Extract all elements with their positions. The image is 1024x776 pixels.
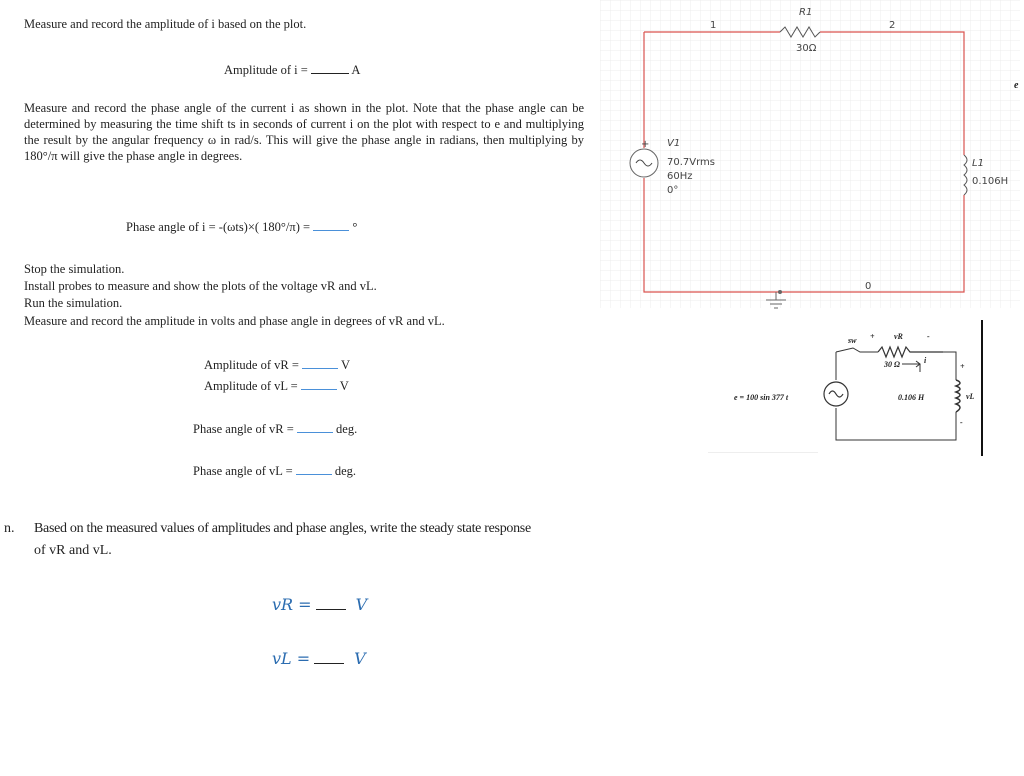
- textbook-inductor-symbol: [956, 380, 960, 412]
- v1-phase: 0°: [667, 185, 679, 196]
- v1-amplitude: 70.7Vrms: [667, 157, 715, 168]
- amplitude-vr-unit: V: [340, 358, 350, 372]
- textbook-vl-plus: +: [960, 362, 965, 371]
- phase-i-blank[interactable]: [313, 218, 349, 231]
- current-arrow-icon: [902, 361, 920, 372]
- amplitude-vr-blank[interactable]: [302, 356, 338, 369]
- node-1-label: 1: [710, 20, 717, 31]
- amplitude-vr-label: Amplitude of vR =: [204, 358, 299, 372]
- amplitude-vr-line: [204, 356, 350, 373]
- textbook-circuit-canvas: [728, 320, 988, 460]
- phase-vl-unit: deg.: [334, 464, 357, 478]
- phase-i-line: [126, 218, 357, 235]
- r1-name: R1: [799, 7, 813, 18]
- amplitude-vl-blank[interactable]: [301, 377, 337, 390]
- textbook-ind-value: 0.106 H: [898, 393, 925, 402]
- phase-vl-label: Phase angle of vL =: [193, 464, 293, 478]
- amplitude-instruction: Measure and record the amplitude of i based on the plot.: [24, 17, 307, 31]
- run-simulation-line: Run the simulation.: [24, 296, 123, 310]
- r1-value: 30Ω: [796, 43, 817, 54]
- stop-simulation-line: Stop the simulation.: [24, 262, 125, 276]
- amplitude-i-label: Amplitude of i =: [224, 63, 308, 77]
- equation-vl-lhs: vL =: [272, 649, 311, 668]
- amplitude-vl-label: Amplitude of vL =: [204, 379, 298, 393]
- textbook-vr-plus: +: [870, 332, 875, 341]
- amplitude-i-line: [224, 61, 360, 78]
- equation-vl: [272, 649, 366, 669]
- phase-i-unit: °: [352, 220, 358, 234]
- equation-vr-blank[interactable]: [316, 597, 346, 610]
- phase-vr-unit: deg.: [336, 422, 358, 436]
- node-2-label: 2: [889, 20, 896, 31]
- textbook-vr-label: vR: [894, 332, 903, 341]
- l1-name: L1: [972, 158, 984, 169]
- item-n-text-line1: Based on the measured values of amplitudes and phase angles, write the steady state response: [34, 521, 531, 536]
- phase-vr-label: Phase angle of vR =: [193, 422, 294, 436]
- textbook-circuit: [728, 320, 988, 460]
- textbook-vl-label: vL: [966, 392, 975, 401]
- ground-node-dot: [778, 290, 782, 294]
- textbook-vl-minus: -: [960, 418, 963, 427]
- amplitude-vl-line: [204, 377, 349, 394]
- equation-vr-unit: V: [355, 595, 368, 614]
- l1-value: 0.106H: [972, 176, 1009, 187]
- equation-vr: [272, 595, 367, 615]
- amplitude-i-unit: A: [351, 63, 361, 77]
- item-n-marker: n.: [4, 521, 15, 536]
- amplitude-i-blank[interactable]: [311, 61, 349, 74]
- textbook-source-label: e = 100 sin 377 t: [734, 393, 789, 402]
- faint-line: [708, 452, 818, 453]
- phase-vr-blank[interactable]: [297, 420, 333, 433]
- amplitude-vl-unit: V: [339, 379, 349, 393]
- textbook-i-label: i: [924, 356, 927, 365]
- install-probes-line: Install probes to measure and show the plots of the voltage vR and vL.: [24, 279, 377, 293]
- v1-name: V1: [667, 138, 681, 149]
- equation-vl-unit: V: [354, 649, 366, 668]
- textbook-resistor-symbol: [878, 347, 943, 357]
- phase-vl-line: [193, 462, 356, 479]
- textbook-sw-label: sw: [848, 336, 857, 345]
- phase-i-label: Phase angle of i = -(ωts)×( 180°/π) =: [126, 220, 311, 234]
- textbook-res-value: 30 Ω: [884, 360, 900, 369]
- simulation-schematic: [600, 0, 1024, 310]
- textbook-vr-minus: -: [927, 332, 930, 341]
- phase-vl-blank[interactable]: [296, 462, 332, 475]
- v1-frequency: 60Hz: [667, 171, 693, 182]
- source-plus-sign: +: [641, 139, 650, 150]
- node-0-label: 0: [865, 281, 872, 292]
- record-line: Measure and record the amplitude in volts and phase angle in degrees of vR and vL.: [24, 314, 445, 328]
- edge-letter: e: [1014, 80, 1019, 91]
- item-n-text-line2: of vR and vL.: [34, 543, 112, 558]
- phase-vr-line: [193, 420, 357, 437]
- phase-instruction: Measure and record the phase angle of the current i as shown in the plot. Note that the phase angle can be determined by measuring the time shift ts in seconds of current i on the plot with respect to e and multiplying the result by the angular frequency ω in rad/s. This will give the phase angle in radians, then multiplying by 180°/π will give the phase angle in degrees.: [24, 101, 584, 163]
- equation-vr-lhs: vR =: [272, 595, 312, 614]
- equation-vl-blank[interactable]: [314, 651, 344, 664]
